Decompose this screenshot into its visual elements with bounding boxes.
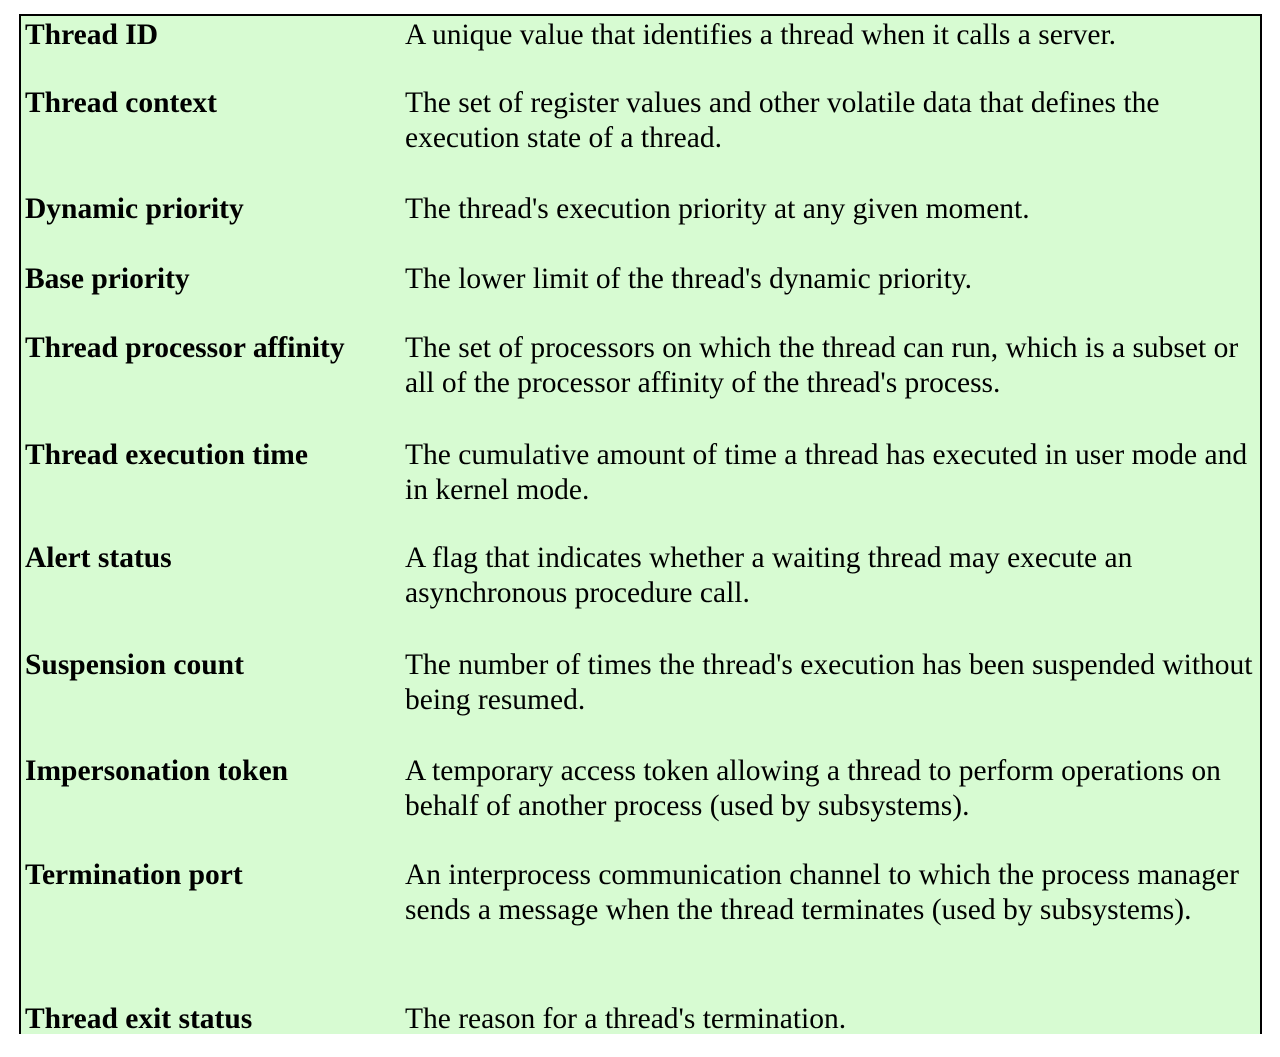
row-term: Thread ID bbox=[25, 19, 159, 51]
row-term: Dynamic priority bbox=[25, 193, 244, 225]
row-term: Termination port bbox=[25, 859, 243, 891]
row-definition: A unique value that identifies a thread when it calls a server. bbox=[405, 19, 1117, 51]
row-definition: The cumulative amount of time a thread has executed in user mode and in kernel mode. bbox=[405, 439, 1248, 506]
row-term: Base priority bbox=[25, 263, 190, 295]
row-term: Thread execution time bbox=[25, 439, 308, 471]
row-definition: The number of times the thread's execution has been suspended without being resumed. bbox=[405, 649, 1253, 716]
row-term: Thread context bbox=[25, 87, 218, 119]
row-term: Alert status bbox=[25, 542, 172, 574]
row-definition: The thread's execution priority at any given moment. bbox=[405, 193, 1030, 225]
row-term: Thread exit status bbox=[25, 1003, 253, 1035]
thread-attributes-table bbox=[19, 14, 1262, 1034]
row-definition: The set of register values and other volatile data that defines the execution state of a thread. bbox=[405, 87, 1160, 154]
row-term: Suspension count bbox=[25, 649, 244, 681]
row-definition: A flag that indicates whether a waiting thread may execute an asynchronous procedure call. bbox=[405, 542, 1133, 609]
row-definition: The lower limit of the thread's dynamic priority. bbox=[405, 263, 973, 295]
row-term: Impersonation token bbox=[25, 755, 289, 787]
row-term: Thread processor affinity bbox=[25, 332, 345, 364]
row-definition: An interprocess communication channel to which the process manager sends a message when the thread terminates (used by subsystems). bbox=[405, 859, 1239, 926]
row-definition: The reason for a thread's termination. bbox=[405, 1003, 847, 1035]
row-definition: The set of processors on which the thread can run, which is a subset or all of the processor affinity of the thread's process. bbox=[405, 332, 1239, 399]
row-definition: A temporary access token allowing a thread to perform operations on behalf of another process (used by subsystems). bbox=[405, 755, 1221, 822]
